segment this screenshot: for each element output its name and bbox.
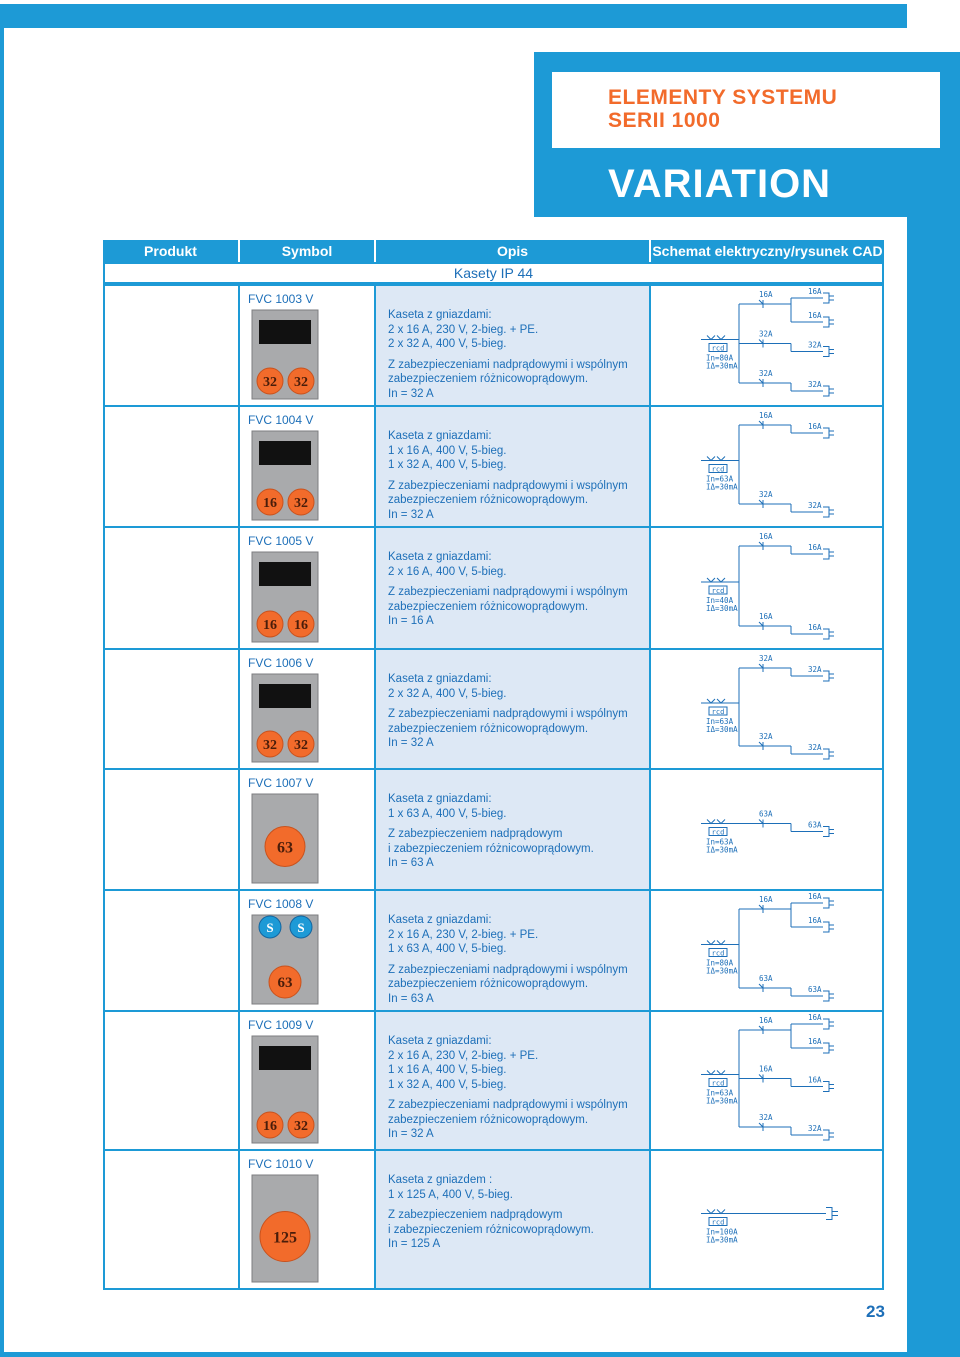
description-line: 1 x 125 A, 400 V, 5-bieg. xyxy=(388,1188,513,1201)
table-row xyxy=(105,650,882,768)
schematic-cell xyxy=(651,770,882,889)
socket-label: 32 xyxy=(263,375,277,390)
table-row xyxy=(105,1012,882,1149)
description-line: zabezpieczeniem różnicowoprądowym. xyxy=(388,1113,589,1126)
rcd-contacts xyxy=(707,457,725,461)
product-symbol xyxy=(240,1151,374,1288)
outlet-symbol xyxy=(823,898,834,908)
outlet-symbol xyxy=(823,991,834,1001)
breaker-window xyxy=(259,320,311,344)
symbol-cell xyxy=(240,891,374,1010)
socket-label: 16 xyxy=(263,496,277,511)
description-text xyxy=(388,672,628,751)
breaker-rating: 16A xyxy=(759,290,773,299)
table-row xyxy=(105,891,882,1010)
col-header-symbol: Symbol xyxy=(240,240,374,262)
schematic-cell xyxy=(651,1012,882,1149)
breaker-rating: 16A xyxy=(759,411,773,420)
outlet-rating: 32A xyxy=(808,743,822,752)
breaker-rating: 16A xyxy=(759,1016,773,1025)
rcd-label: rcd xyxy=(711,465,725,474)
table-row xyxy=(105,407,882,526)
socket-label: 32 xyxy=(294,496,308,511)
outlet-symbol xyxy=(826,1208,838,1220)
schematic-cell xyxy=(651,407,882,526)
outlet-symbol xyxy=(823,317,834,327)
schematic-cell xyxy=(651,1151,882,1288)
breaker-window xyxy=(259,684,311,708)
rcd-sensitivity: IΔ=30mA xyxy=(706,966,738,976)
table-row xyxy=(105,1151,882,1288)
description-line: 1 x 32 A, 400 V, 5-bieg. xyxy=(388,459,507,471)
rcd-label: rcd xyxy=(711,344,725,353)
description-cell xyxy=(376,1012,649,1149)
description-line: Z zabezpieczeniami nadprądowymi i wspólnym xyxy=(388,358,628,371)
product-code: FVC 1008 V xyxy=(248,897,314,911)
subtitle-line-1: ELEMENTY SYSTEMU xyxy=(608,86,838,109)
outlet-symbol xyxy=(823,671,834,681)
product-code: FVC 1005 V xyxy=(248,534,314,548)
rcd-rating: In=80A xyxy=(706,958,734,968)
wiring-schematic xyxy=(651,650,882,768)
rcd-contacts xyxy=(707,941,725,945)
rcd-contacts xyxy=(707,820,725,824)
description-line: 1 x 16 A, 400 V, 5-bieg. xyxy=(388,1064,507,1076)
outlet-rating: 16A xyxy=(808,916,822,925)
outlet-rating: 16A xyxy=(808,311,822,320)
outlet-symbol xyxy=(823,1019,834,1029)
outlet-rating: 16A xyxy=(808,422,822,431)
description-line: Z zabezpieczeniem nadprądowym xyxy=(388,828,563,840)
description-cell xyxy=(376,286,649,405)
outlet-rating: 63A xyxy=(808,985,822,994)
outlet-symbol xyxy=(823,922,834,932)
description-text xyxy=(388,550,628,629)
description-text xyxy=(388,1173,594,1252)
description-line: 1 x 32 A, 400 V, 5-bieg. xyxy=(388,1078,507,1091)
description-line: In = 32 A xyxy=(388,1128,434,1140)
socket-label: 32 xyxy=(294,375,308,390)
description-line: Z zabezpieczeniami nadprądowymi i wspólnym xyxy=(388,708,628,720)
description-line: In = 63 A xyxy=(388,857,434,869)
description-line: In = 63 A xyxy=(388,992,434,1005)
rcd-sensitivity: IΔ=30mA xyxy=(706,1096,738,1106)
corner-cut xyxy=(907,0,960,52)
rcd-contacts xyxy=(707,336,725,340)
table-row xyxy=(105,286,882,405)
breaker-rating: 32A xyxy=(759,732,773,741)
product-code: FVC 1009 V xyxy=(248,1018,314,1032)
outlet-symbol xyxy=(823,386,834,396)
product-cell xyxy=(105,1151,238,1288)
schematic-cell xyxy=(651,650,882,768)
breaker-rating: 32A xyxy=(759,1113,773,1122)
description-line: zabezpieczeniem różnicowoprądowym. xyxy=(388,978,589,990)
rcd-contacts xyxy=(707,578,725,582)
schematic-cell xyxy=(651,286,882,405)
product-cell xyxy=(105,528,238,648)
breaker-rating: 16A xyxy=(759,612,773,621)
outlet-rating: 32A xyxy=(808,340,822,350)
description-text xyxy=(388,429,628,522)
subtitle-line-2: SERII 1000 xyxy=(608,109,721,132)
socket-label: 32 xyxy=(294,1119,308,1134)
description-line: Z zabezpieczeniami nadprądowymi i wspólnym xyxy=(388,1099,628,1111)
product-code: FVC 1006 V xyxy=(248,656,314,670)
outlet-rating: 32A xyxy=(808,1124,822,1133)
rcd-rating: In=63A xyxy=(706,837,734,847)
symbol-cell xyxy=(240,286,374,405)
description-cell xyxy=(376,650,649,768)
series-subtitle xyxy=(608,86,837,132)
description-line: Kaseta z gniazdami: xyxy=(388,430,492,442)
outlet-symbol xyxy=(823,347,834,357)
outlet-symbol xyxy=(823,293,834,303)
outlet-rating: 16A xyxy=(808,892,822,901)
outlet-symbol xyxy=(823,1043,834,1053)
description-line: zabezpieczeniem różnicowoprądowym. xyxy=(388,373,589,385)
description-cell xyxy=(376,528,649,648)
description-line: In = 32 A xyxy=(388,508,434,521)
description-line: In = 32 A xyxy=(388,737,434,749)
socket-label: 63 xyxy=(277,839,293,857)
outlet-symbol xyxy=(823,1082,834,1092)
symbol-cell xyxy=(240,770,374,889)
description-line: Z zabezpieczeniami nadprądowymi i wspólnym xyxy=(388,586,628,598)
rcd-rating: In=40A xyxy=(706,596,734,605)
wiring-schematic xyxy=(651,286,882,405)
wiring-schematic xyxy=(651,891,882,1010)
description-text xyxy=(388,1034,628,1142)
rcd-label: rcd xyxy=(711,708,725,716)
schematic-cell xyxy=(651,528,882,648)
symbol-cell xyxy=(240,1012,374,1149)
description-text xyxy=(388,913,628,1006)
outlet-rating: 16A xyxy=(808,287,822,296)
description-cell xyxy=(376,770,649,889)
outlet-symbol xyxy=(823,549,834,559)
description-line: 1 x 63 A, 400 V, 5-bieg. xyxy=(388,807,507,820)
rcd-contacts xyxy=(707,699,725,703)
breaker-window xyxy=(259,562,311,586)
breaker-rating: 63A xyxy=(759,974,773,983)
outlet-rating: 16A xyxy=(808,1037,822,1046)
outlet-rating: 32A xyxy=(808,380,822,389)
product-cell xyxy=(105,407,238,526)
socket-label: S xyxy=(266,920,274,935)
outlet-rating: 32A xyxy=(808,501,822,510)
description-line: Kaseta z gniazdami: xyxy=(388,673,492,685)
socket-label: 125 xyxy=(273,1229,297,1247)
description-line: zabezpieczeniem różnicowoprądowym. xyxy=(388,600,589,613)
description-line: 2 x 16 A, 230 V, 2-bieg. + PE. xyxy=(388,928,539,941)
breaker-rating: 16A xyxy=(759,1064,773,1074)
rcd-rating: In=100A xyxy=(706,1227,738,1237)
col-header-produkt: Produkt xyxy=(103,240,238,262)
rcd-label: rcd xyxy=(711,1079,725,1088)
description-line: In = 125 A xyxy=(388,1238,441,1250)
description-line: In = 16 A xyxy=(388,615,434,627)
outlet-symbol xyxy=(823,507,834,517)
rcd-sensitivity: IΔ=30mA xyxy=(706,845,738,855)
rcd-sensitivity: IΔ=30mA xyxy=(706,482,738,492)
product-code: FVC 1007 V xyxy=(248,776,314,790)
description-line: Kaseta z gniazdami: xyxy=(388,309,492,321)
wiring-schematic xyxy=(651,528,882,648)
rcd-rating: In=80A xyxy=(706,353,734,363)
wiring-schematic xyxy=(651,1151,882,1288)
breaker-rating: 16A xyxy=(759,532,773,541)
breaker-rating: 32A xyxy=(759,654,773,663)
socket-label: 32 xyxy=(294,738,308,753)
table-row xyxy=(105,528,882,648)
product-code: FVC 1003 V xyxy=(248,292,314,306)
rcd-rating: In=63A xyxy=(706,474,734,484)
description-line: i zabezpieczeniem różnicowoprądowym. xyxy=(388,1223,594,1236)
product-cell xyxy=(105,891,238,1010)
product-code: FVC 1004 V xyxy=(248,413,314,427)
breaker-rating: 63A xyxy=(759,809,773,819)
outlet-rating: 16A xyxy=(808,623,822,632)
product-symbol xyxy=(240,407,374,526)
description-line: Z zabezpieczeniem nadprądowym xyxy=(388,1209,563,1221)
product-symbol xyxy=(240,650,374,768)
outlet-rating: 16A xyxy=(808,1075,822,1085)
wiring-schematic xyxy=(651,1012,882,1149)
product-cell xyxy=(105,1012,238,1149)
col-header-opis: Opis xyxy=(376,240,649,262)
product-symbol xyxy=(240,528,374,648)
rcd-label: rcd xyxy=(711,828,725,837)
product-symbol xyxy=(240,891,374,1010)
description-line: 2 x 32 A, 400 V, 5-bieg. xyxy=(388,338,507,350)
outlet-symbol xyxy=(823,629,834,639)
col-header-schemat: Schemat elektryczny/rysunek CAD xyxy=(651,240,884,262)
description-line: 2 x 16 A, 230 V, 2-bieg. + PE. xyxy=(388,323,539,336)
table-row xyxy=(105,770,882,889)
product-symbol xyxy=(240,1012,374,1149)
description-line: i zabezpieczeniem różnicowoprądowym. xyxy=(388,842,594,855)
rcd-sensitivity: IΔ=30mA xyxy=(706,604,738,613)
rcd-label: rcd xyxy=(711,949,725,958)
outlet-rating: 16A xyxy=(808,543,822,552)
socket-label: S xyxy=(297,920,305,935)
rcd-label: rcd xyxy=(711,587,725,595)
outlet-rating: 63A xyxy=(808,820,822,830)
symbol-cell xyxy=(240,528,374,648)
rcd-contacts xyxy=(707,1210,725,1214)
breaker-window xyxy=(259,1046,311,1070)
description-line: 2 x 32 A, 400 V, 5-bieg. xyxy=(388,687,507,700)
description-line: 1 x 63 A, 400 V, 5-bieg. xyxy=(388,943,507,955)
outlet-symbol xyxy=(823,827,834,837)
description-line: 2 x 16 A, 230 V, 2-bieg. + PE. xyxy=(388,1049,539,1062)
description-line: Kaseta z gniazdami: xyxy=(388,551,492,563)
rcd-sensitivity: IΔ=30mA xyxy=(706,725,738,734)
schematic-cell xyxy=(651,891,882,1010)
description-line: In = 32 A xyxy=(388,387,434,400)
outlet-rating: 16A xyxy=(808,1013,822,1022)
wiring-schematic xyxy=(651,770,882,889)
rcd-rating: In=63A xyxy=(706,1088,734,1098)
product-table xyxy=(103,240,884,1290)
product-symbol xyxy=(240,770,374,889)
description-text xyxy=(388,792,594,871)
breaker-rating: 16A xyxy=(759,895,773,904)
product-symbol xyxy=(240,286,374,405)
category-title: Kasety IP 44 xyxy=(105,264,882,282)
outlet-rating: 32A xyxy=(808,665,822,674)
description-cell xyxy=(376,1151,649,1288)
breaker-rating: 32A xyxy=(759,369,773,378)
rcd-label: rcd xyxy=(711,1218,725,1227)
symbol-cell xyxy=(240,407,374,526)
symbol-cell xyxy=(240,1151,374,1288)
socket-label: 16 xyxy=(294,618,308,633)
breaker-rating: 32A xyxy=(759,329,773,339)
top-strip xyxy=(0,0,907,4)
product-cell xyxy=(105,286,238,405)
rcd-contacts xyxy=(707,1071,725,1075)
outlet-symbol xyxy=(823,428,834,438)
outlet-symbol xyxy=(823,1130,834,1140)
symbol-cell xyxy=(240,650,374,768)
rcd-sensitivity: IΔ=30mA xyxy=(706,361,738,371)
outlet-symbol xyxy=(823,749,834,759)
product-cell xyxy=(105,770,238,889)
rcd-sensitivity: IΔ=30mA xyxy=(706,1235,738,1245)
description-cell xyxy=(376,407,649,526)
description-text xyxy=(388,308,628,401)
description-cell xyxy=(376,891,649,1010)
page-title: VARIATION xyxy=(608,162,832,206)
breaker-rating: 32A xyxy=(759,490,773,499)
socket-label: 32 xyxy=(263,738,277,753)
description-line: zabezpieczeniem różnicowoprądowym. xyxy=(388,722,589,735)
wiring-schematic xyxy=(651,407,882,526)
description-line: 2 x 16 A, 400 V, 5-bieg. xyxy=(388,565,507,578)
description-line: Kaseta z gniazdami: xyxy=(388,914,492,926)
product-code: FVC 1010 V xyxy=(248,1157,314,1171)
rcd-rating: In=63A xyxy=(706,717,734,726)
socket-label: 63 xyxy=(277,975,293,991)
description-line: 1 x 16 A, 400 V, 5-bieg. xyxy=(388,444,507,457)
breaker-window xyxy=(259,441,311,465)
description-line: Kaseta z gniazdami: xyxy=(388,793,492,805)
description-line: Kaseta z gniazdami: xyxy=(388,1035,492,1047)
socket-label: 16 xyxy=(263,1119,277,1134)
description-line: Z zabezpieczeniami nadprądowymi i wspólnym xyxy=(388,963,628,976)
product-cell xyxy=(105,650,238,768)
description-line: Kaseta z gniazdem : xyxy=(388,1174,493,1186)
description-line: zabezpieczeniem różnicowoprądowym. xyxy=(388,494,589,506)
socket-label: 16 xyxy=(263,618,277,633)
page-number: 23 xyxy=(866,1302,885,1321)
description-line: Z zabezpieczeniami nadprądowymi i wspólnym xyxy=(388,479,628,492)
